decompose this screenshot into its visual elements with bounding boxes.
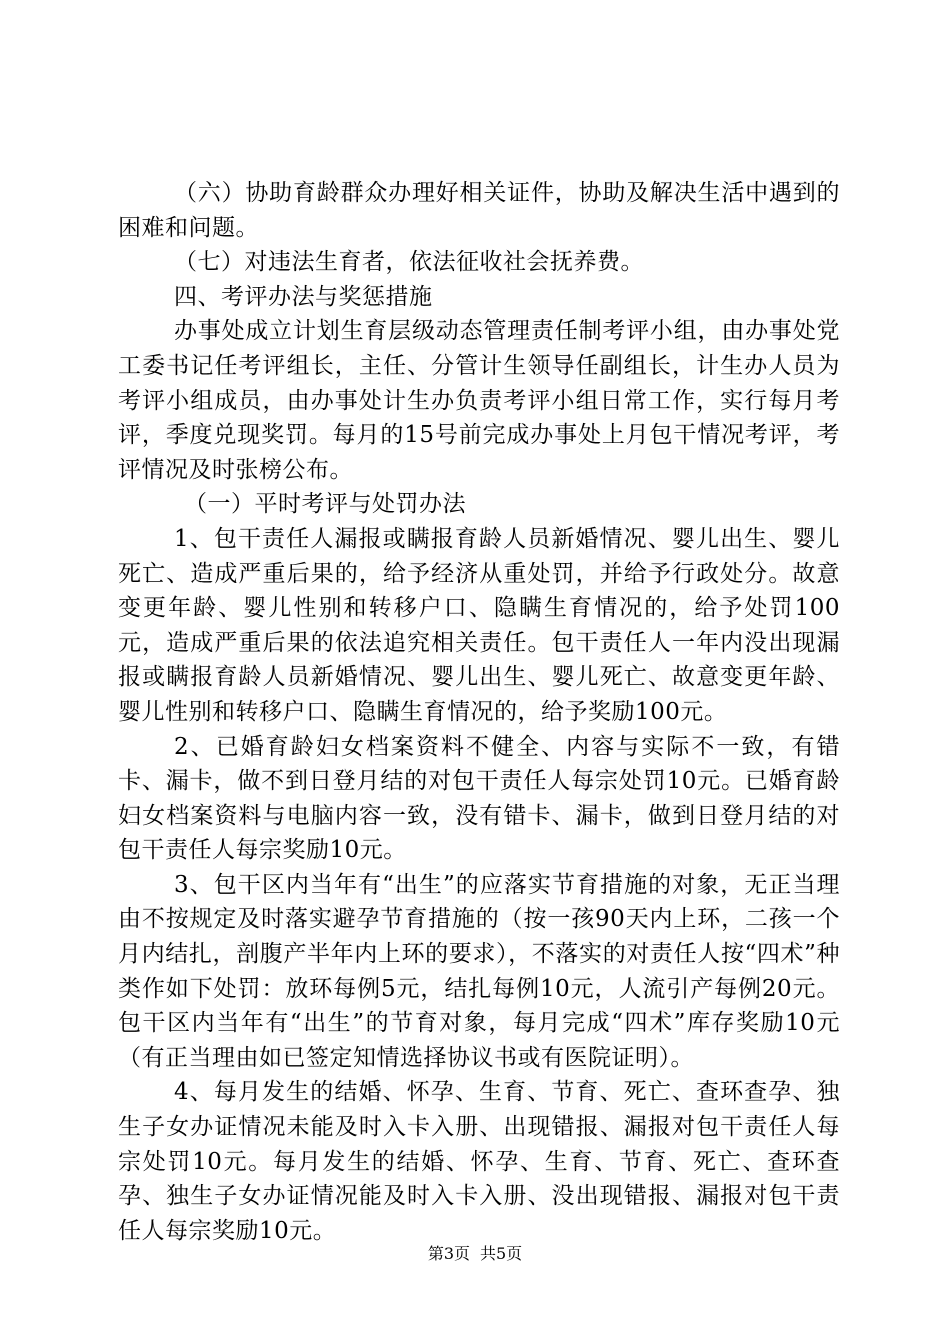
page-number-total: 共5页 <box>480 1244 523 1263</box>
page-footer <box>0 1244 950 1264</box>
subsection-heading-regular-evaluation: （一）平时考评与处罚办法 <box>184 491 466 518</box>
paragraph-evaluation-intro: 办事处成立计划生育层级动态管理责任制考评小组，由办事处党工委书记任考评组长，主任、分管计生领导任副组长，计生办人员为考评小组成员，由办事处计生办负责考评小组日常工作，实行每月考评，季度兑现奖罚。每月的15号前完成办事处上月包干情况考评，考评情况及时张榜公布。 <box>118 318 840 483</box>
page-number-current: 第3页 <box>427 1244 470 1263</box>
paragraph-rule-2: 2、已婚育龄妇女档案资料不健全、内容与实际不一致，有错卡、漏卡，做不到日登月结的对包干责任人每宗处罚10元。已婚育龄妇女档案资料与电脑内容一致，没有错卡、漏卡，做到日登月结的对包干责任人每宗奖励10元。 <box>118 733 840 864</box>
section-heading-evaluation: 四、考评办法与奖惩措施 <box>174 283 433 310</box>
paragraph-item-6: （六）协助育龄群众办理好相关证件，协助及解决生活中遇到的困难和问题。 <box>118 180 840 241</box>
paragraph-rule-1: 1、包干责任人漏报或瞒报育龄人员新婚情况、婴儿出生、婴儿死亡、造成严重后果的，给予经济从重处罚，并给予行政处分。故意变更年龄、婴儿性别和转移户口、隐瞒生育情况的，给予处罚100元，造成严重后果的依法追究相关责任。包干责任人一年内没出现漏报或瞒报育龄人员新婚情况、婴儿出生、婴儿死亡、故意变更年龄、婴儿性别和转移户口、隐瞒生育情况的，给予奖励100元。 <box>118 525 840 725</box>
paragraph-rule-4: 4、每月发生的结婚、怀孕、生育、节育、死亡、查环查孕、独生子女办证情况未能及时入卡入册、出现错报、漏报对包干责任人每宗处罚10元。每月发生的结婚、怀孕、生育、节育、死亡、查环查孕、独生子女办证情况能及时入卡入册、没出现错报、漏报对包干责任人每宗奖励10元。 <box>118 1079 840 1244</box>
document-body <box>118 176 840 1248</box>
paragraph-rule-3: 3、包干区内当年有“出生”的应落实节育措施的对象，无正当理由不按规定及时落实避孕节育措施的（按一孩90天内上环，二孩一个月内结扎，剖腹产半年内上环的要求），不落实的对责任人按“四术”种类作如下处罚：放环每例5元，结扎每例10元，人流引产每例20元。包干区内当年有“出生”的节育对象，每月完成“四术”库存奖励10元（有正当理由如已签定知情选择协议书或有医院证明）。 <box>118 871 840 1071</box>
paragraph-item-7: （七）对违法生育者，依法征收社会抚养费。 <box>174 249 644 276</box>
